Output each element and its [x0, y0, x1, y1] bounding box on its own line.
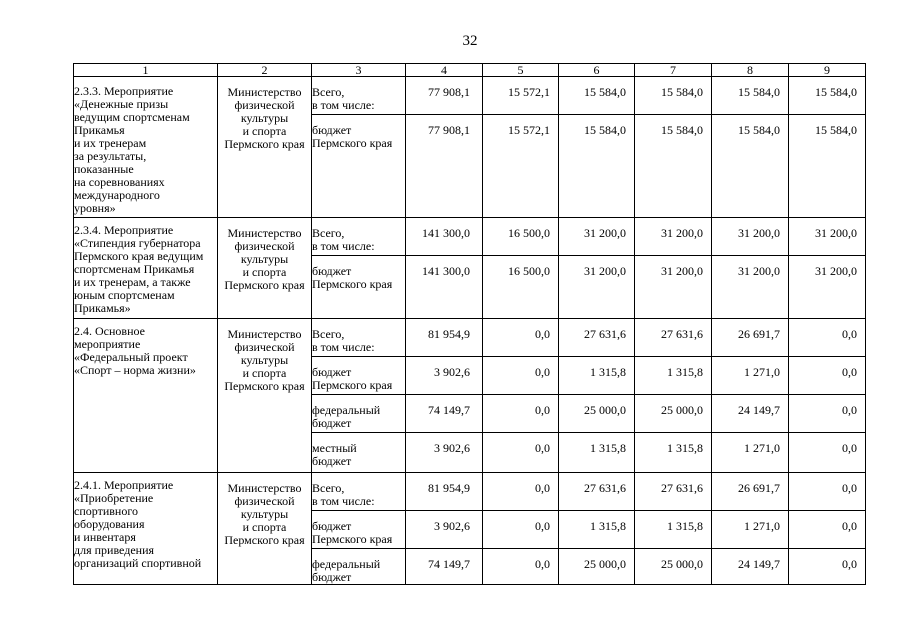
column-number: 4	[406, 64, 483, 77]
value-cell: 1 271,0	[712, 433, 789, 473]
executor-cell: Министерство физической культуры и спорта Пермского края	[218, 319, 312, 473]
column-number: 8	[712, 64, 789, 77]
column-number: 6	[559, 64, 635, 77]
value-cell: 1 315,8	[635, 433, 712, 473]
table-row	[74, 218, 866, 256]
value-cell: 141 300,0	[406, 256, 483, 319]
value-cell: 31 200,0	[712, 218, 789, 256]
value-cell: 31 200,0	[635, 218, 712, 256]
value-cell: 15 584,0	[712, 115, 789, 218]
funding-source-cell: местный бюджет	[312, 433, 406, 473]
value-cell: 1 271,0	[712, 511, 789, 549]
value-cell: 25 000,0	[635, 549, 712, 585]
value-cell: 3 902,6	[406, 511, 483, 549]
value-cell: 1 271,0	[712, 357, 789, 395]
value-cell: 0,0	[789, 395, 866, 433]
value-cell: 0,0	[483, 357, 559, 395]
value-cell: 26 691,7	[712, 319, 789, 357]
column-number: 1	[74, 64, 218, 77]
value-cell: 0,0	[483, 319, 559, 357]
value-cell: 0,0	[483, 549, 559, 585]
value-cell: 25 000,0	[559, 395, 635, 433]
funding-source-cell: бюджет Пермского края	[312, 256, 406, 319]
value-cell: 24 149,7	[712, 395, 789, 433]
value-cell: 0,0	[789, 433, 866, 473]
value-cell: 1 315,8	[559, 511, 635, 549]
value-cell: 0,0	[483, 395, 559, 433]
value-cell: 1 315,8	[635, 357, 712, 395]
value-cell: 0,0	[483, 473, 559, 511]
executor-cell: Министерство физической культуры и спорта Пермского края	[218, 218, 312, 319]
activity-name-cell: 2.3.3. Мероприятие «Денежные призы ведущим спортсменам Прикамья и их тренерам за результаты, показанные на соревнованиях международного уровня»	[74, 77, 218, 218]
value-cell: 77 908,1	[406, 115, 483, 218]
value-cell: 74 149,7	[406, 549, 483, 585]
value-cell: 25 000,0	[635, 395, 712, 433]
value-cell: 15 584,0	[789, 77, 866, 115]
executor-cell: Министерство физической культуры и спорта Пермского края	[218, 473, 312, 585]
value-cell: 0,0	[483, 511, 559, 549]
funding-source-cell: бюджет Пермского края	[312, 115, 406, 218]
column-number: 5	[483, 64, 559, 77]
value-cell: 15 584,0	[635, 77, 712, 115]
funding-source-cell: Всего, в том числе:	[312, 319, 406, 357]
value-cell: 3 902,6	[406, 433, 483, 473]
value-cell: 81 954,9	[406, 319, 483, 357]
funding-source-cell: Всего, в том числе:	[312, 473, 406, 511]
value-cell: 15 584,0	[635, 115, 712, 218]
column-number: 7	[635, 64, 712, 77]
column-number-row	[74, 64, 866, 77]
value-cell: 0,0	[789, 319, 866, 357]
value-cell: 31 200,0	[635, 256, 712, 319]
value-cell: 31 200,0	[789, 218, 866, 256]
funding-source-cell: бюджет Пермского края	[312, 511, 406, 549]
value-cell: 0,0	[789, 473, 866, 511]
value-cell: 0,0	[789, 357, 866, 395]
value-cell: 31 200,0	[559, 218, 635, 256]
column-number: 3	[312, 64, 406, 77]
value-cell: 0,0	[789, 549, 866, 585]
value-cell: 27 631,6	[635, 319, 712, 357]
value-cell: 31 200,0	[789, 256, 866, 319]
value-cell: 27 631,6	[559, 319, 635, 357]
value-cell: 25 000,0	[559, 549, 635, 585]
value-cell: 31 200,0	[559, 256, 635, 319]
funding-source-cell: федеральный бюджет	[312, 549, 406, 585]
value-cell: 141 300,0	[406, 218, 483, 256]
value-cell: 0,0	[789, 511, 866, 549]
value-cell: 15 584,0	[712, 77, 789, 115]
funding-source-cell: Всего, в том числе:	[312, 218, 406, 256]
activity-name-cell: 2.4. Основное мероприятие «Федеральный проект «Спорт – норма жизни»	[74, 319, 218, 473]
value-cell: 81 954,9	[406, 473, 483, 511]
value-cell: 1 315,8	[559, 357, 635, 395]
value-cell: 74 149,7	[406, 395, 483, 433]
value-cell: 15 572,1	[483, 77, 559, 115]
executor-cell: Министерство физической культуры и спорта Пермского края	[218, 77, 312, 218]
table-row	[74, 77, 866, 115]
funding-source-cell: Всего, в том числе:	[312, 77, 406, 115]
value-cell: 15 584,0	[559, 77, 635, 115]
page-number: 32	[462, 33, 478, 49]
value-cell: 3 902,6	[406, 357, 483, 395]
value-cell: 15 572,1	[483, 115, 559, 218]
value-cell: 24 149,7	[712, 549, 789, 585]
value-cell: 1 315,8	[559, 433, 635, 473]
value-cell: 77 908,1	[406, 77, 483, 115]
value-cell: 27 631,6	[559, 473, 635, 511]
value-cell: 15 584,0	[789, 115, 866, 218]
activity-name-cell: 2.4.1. Мероприятие «Приобретение спортивного оборудования и инвентаря для приведения организаций спортивной	[74, 473, 218, 585]
value-cell: 1 315,8	[635, 511, 712, 549]
value-cell: 27 631,6	[635, 473, 712, 511]
value-cell: 15 584,0	[559, 115, 635, 218]
value-cell: 16 500,0	[483, 256, 559, 319]
value-cell: 0,0	[483, 433, 559, 473]
column-number: 2	[218, 64, 312, 77]
table-row	[74, 319, 866, 357]
table-row	[74, 473, 866, 511]
value-cell: 31 200,0	[712, 256, 789, 319]
funding-source-cell: федеральный бюджет	[312, 395, 406, 433]
value-cell: 16 500,0	[483, 218, 559, 256]
value-cell: 26 691,7	[712, 473, 789, 511]
activity-name-cell: 2.3.4. Мероприятие «Стипендия губернатора Пермского края ведущим спортсменам Прикамья и их тренерам, а также юным спортсменам Прикамья»	[74, 218, 218, 319]
funding-source-cell: бюджет Пермского края	[312, 357, 406, 395]
column-number: 9	[789, 64, 866, 77]
program-table	[73, 63, 866, 585]
